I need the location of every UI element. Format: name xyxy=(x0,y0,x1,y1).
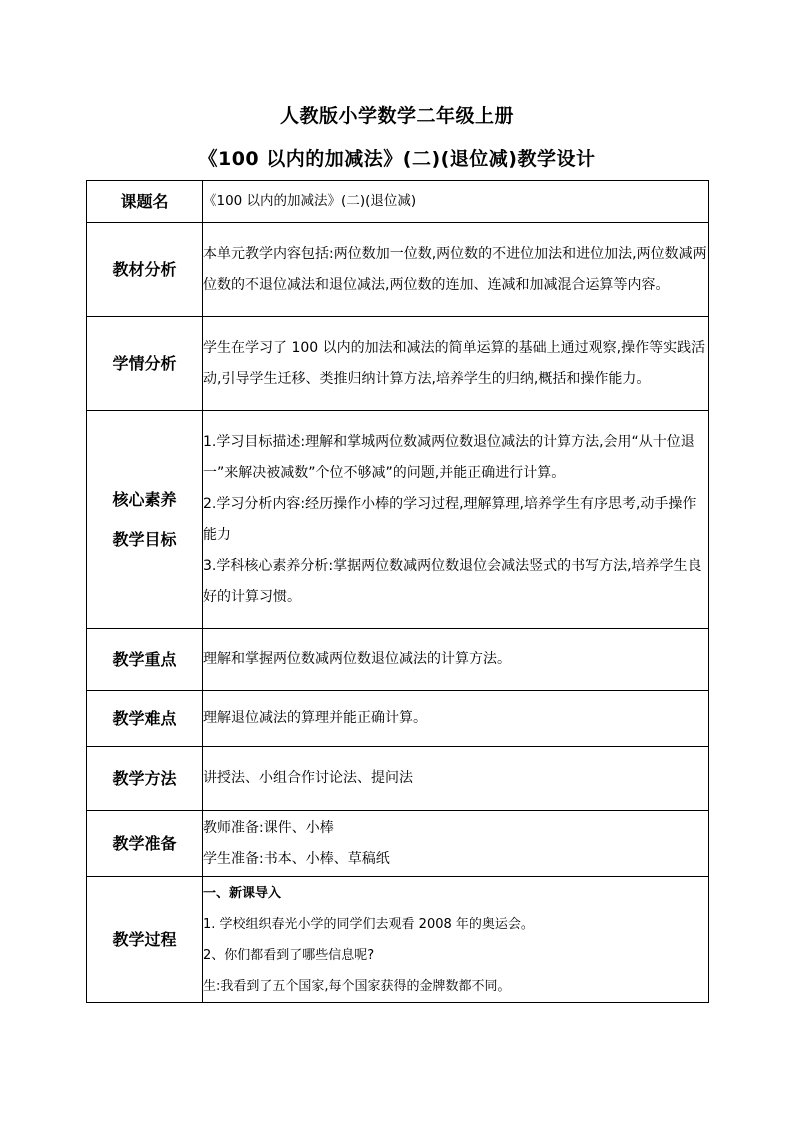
row-label-process xyxy=(87,877,203,1003)
row-label-method xyxy=(87,747,203,811)
row-label-material xyxy=(87,223,203,317)
table-row-material xyxy=(87,223,709,317)
label-text: 教学准备 xyxy=(112,833,177,853)
row-content-difficulty xyxy=(203,691,709,747)
row-label-topic xyxy=(87,181,203,223)
row-content-learners xyxy=(203,317,709,411)
row-label-difficulty xyxy=(87,691,203,747)
table-row-difficulty xyxy=(87,691,709,747)
content-text: 本单元教学内容包括:两位数加一位数,两位数的不进位加法和进位加法,两位数减两位数的不退位减法和退位减法,两位数的连加、连减和加减混合运算等内容。 xyxy=(203,245,707,293)
table-row-topic xyxy=(87,181,709,223)
lesson-plan-table xyxy=(86,180,709,1003)
row-content-topic xyxy=(203,181,709,223)
content-text: 理解退位减法的算理并能正确计算。 xyxy=(203,710,427,726)
row-label-goals xyxy=(87,411,203,629)
table-row-key-point xyxy=(87,629,709,691)
student-preparation: 学生准备:书本、小棒、草稿纸 xyxy=(203,850,390,867)
table-row-preparation xyxy=(87,811,709,877)
label-text: 教学难点 xyxy=(112,708,177,728)
goal-item: 2.学习分析内容:经历操作小棒的学习过程,理解算理,培养学生有序思考,动手操作能力 xyxy=(203,495,697,543)
table-row-goals xyxy=(87,411,709,629)
process-line: 2、你们都看到了哪些信息呢? xyxy=(203,947,375,963)
row-label-learners xyxy=(87,317,203,411)
row-content-key-point xyxy=(203,629,709,691)
content-text: 讲授法、小组合作讨论法、提问法 xyxy=(203,770,413,786)
label-text: 教材分析 xyxy=(112,259,177,279)
row-content-material xyxy=(203,223,709,317)
document-subtitle: 《100 以内的加减法》(二)(退位减)教学设计 xyxy=(198,148,596,170)
row-content-preparation xyxy=(203,811,709,877)
row-content-process xyxy=(203,877,709,1003)
content-text: 《100 以内的加减法》(二)(退位减) xyxy=(203,193,417,209)
row-content-goals xyxy=(203,411,709,629)
content-text: 理解和掌握两位数减两位数退位减法的计算方法。 xyxy=(203,651,511,667)
label-text: 教学方法 xyxy=(112,768,177,788)
content-text: 学生在学习了 100 以内的加法和减法的简单运算的基础上通过观察,操作等实践活动,引导学生迁移、类推归纳计算方法,培养学生的归纳,概括和操作能力。 xyxy=(203,339,706,387)
teacher-preparation: 教师准备:课件、小棒 xyxy=(203,819,334,836)
table-row-learners xyxy=(87,317,709,411)
document-title: 人教版小学数学二年级上册 xyxy=(279,105,514,127)
table-row-method xyxy=(87,747,709,811)
row-label-preparation xyxy=(87,811,203,877)
section-heading: 一、新课导入 xyxy=(203,885,282,901)
row-content-method xyxy=(203,747,709,811)
goal-item: 3.学科核心素养分析:掌据两位数减两位数退位会减法竖式的书写方法,培养学生良好的计算习惯。 xyxy=(203,557,702,605)
row-label-key-point xyxy=(87,629,203,691)
label-text: 课题名 xyxy=(120,191,169,211)
process-line: 1. 学校组织春光小学的同学们去观看 2008 年的奥运会。 xyxy=(203,916,534,932)
label-text: 教学过程 xyxy=(112,929,177,949)
goal-item: 1.学习目标描述:理解和掌城两位数减两位数退位减法的计算方法,会用“从十位退一”来解决被减数”个位不够减”的问题,并能正确进行计算。 xyxy=(203,433,695,481)
label-text: 教学重点 xyxy=(112,649,177,669)
label-text-line1: 核心素养 xyxy=(112,489,177,509)
label-text: 学情分析 xyxy=(112,353,177,373)
process-line: 生:我看到了五个国家,每个国家获得的金牌数都不同。 xyxy=(203,978,511,994)
label-text-line2: 教学目标 xyxy=(112,529,177,549)
table-row-process xyxy=(87,877,709,1003)
